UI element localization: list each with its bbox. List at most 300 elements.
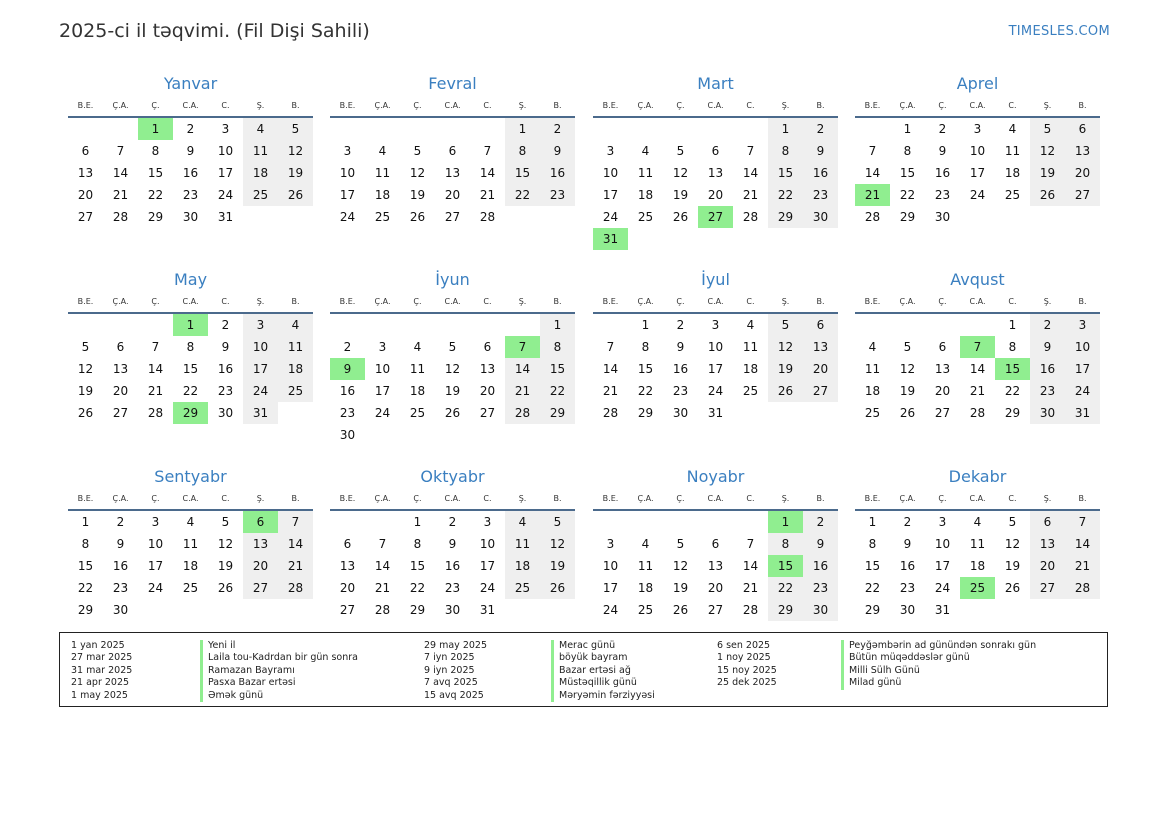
day-cell: 26 [77,406,94,420]
day-cell: 28 [278,577,313,599]
legend-names-column [559,640,655,702]
day-cell: 23 [934,188,951,202]
day-cell: 19 [672,581,689,595]
day-cell: 9 [803,533,838,555]
empty-cell [68,314,103,336]
weekday-label: C. [1008,494,1017,503]
legend-dates-column [71,640,132,702]
weekday-label: C.A. [969,297,986,306]
day-cell: 8 [768,533,803,555]
holiday-cell: 29 [173,402,208,424]
day-cell: 9 [186,144,195,158]
day-cell: 17 [602,581,619,595]
day-cell: 3 [221,122,230,136]
legend-holiday-name: Yeni il [208,640,236,651]
day-cell: 17 [602,188,619,202]
day-cell: 25 [637,603,654,617]
day-cell: 23 [540,184,575,206]
day-cell: 18 [374,188,391,202]
day-cell: 24 [147,581,164,595]
day-cell: 21 [278,555,313,577]
holiday-cell: 7 [505,336,540,358]
day-cell: 28 [742,210,759,224]
day-cell: 21 [147,384,164,398]
day-cell: 24 [479,581,496,595]
legend-holiday-name: Əmək günü [208,689,264,701]
day-cell: 30 [182,210,199,224]
day-cell: 26 [768,380,803,402]
day-cell: 21 [112,188,129,202]
day-cell: 4 [1008,122,1017,136]
day-cell: 5 [413,144,422,158]
day-cell: 29 [864,603,881,617]
day-cell: 28 [602,406,619,420]
month-name: Noyabr [686,467,745,486]
day-cell: 3 [938,515,947,529]
day-cell: 4 [868,340,877,354]
weekday-label: C.A. [969,494,986,503]
holiday-cell: 1 [138,118,173,140]
day-cell: 16 [444,559,461,573]
day-cell: 14 [742,166,759,180]
day-cell: 10 [217,144,234,158]
legend-date: 7 iyn 2025 [424,652,475,664]
month-block [330,72,575,228]
day-cell: 31 [243,402,278,424]
day-cell: 14 [278,533,313,555]
day-cell: 20 [112,384,129,398]
weekday-label: B. [816,101,825,110]
day-cell: 13 [1065,140,1100,162]
weekday-label: Ç.A. [112,297,129,306]
day-cell: 27 [444,210,461,224]
day-cell: 20 [1065,162,1100,184]
day-cell: 19 [1004,559,1021,573]
day-cell: 9 [803,140,838,162]
day-cell: 28 [147,406,164,420]
day-cell: 17 [479,559,496,573]
day-cell: 11 [742,340,759,354]
day-cell: 3 [1065,314,1100,336]
legend-date: 27 mar 2025 [71,652,133,664]
weekday-label: B.E. [339,297,356,306]
day-cell: 20 [707,188,724,202]
weekday-label: C.A. [707,101,724,110]
day-cell: 14 [505,358,540,380]
day-cell: 12 [444,362,461,376]
day-cell: 31 [707,406,724,420]
day-cell: 31 [479,603,496,617]
empty-cell [330,314,365,336]
empty-cell [628,511,663,533]
day-cell: 22 [864,581,881,595]
empty-cell [698,511,733,533]
empty-cell [593,511,628,533]
empty-cell [733,118,768,140]
weekday-label: C. [483,101,492,110]
day-cell: 12 [540,533,575,555]
day-cell: 14 [479,166,496,180]
day-cell: 6 [116,340,125,354]
day-cell: 17 [707,362,724,376]
day-cell: 8 [413,537,422,551]
weekday-label: B. [291,494,300,503]
day-cell: 13 [243,533,278,555]
day-cell: 6 [81,144,90,158]
day-cell: 21 [969,384,986,398]
day-cell: 20 [444,188,461,202]
day-cell: 11 [637,559,654,573]
weekday-label: Ç. [413,494,422,503]
day-cell: 20 [339,581,356,595]
day-cell: 9 [903,537,912,551]
day-cell: 3 [243,314,278,336]
day-cell: 4 [278,314,313,336]
day-cell: 28 [374,603,391,617]
day-cell: 13 [934,362,951,376]
day-cell: 23 [339,406,356,420]
weekday-label: B. [553,297,562,306]
month-name: Yanvar [163,74,218,93]
day-cell: 7 [151,340,160,354]
weekday-label: B. [816,494,825,503]
empty-cell [103,314,138,336]
empty-cell [365,511,400,533]
day-cell: 19 [768,358,803,380]
day-cell: 10 [479,537,496,551]
day-cell: 12 [1004,537,1021,551]
day-cell: 1 [81,515,90,529]
holiday-cell: 21 [855,184,890,206]
day-cell: 3 [343,144,352,158]
day-cell: 10 [1065,336,1100,358]
day-cell: 30 [112,603,129,617]
empty-cell [925,314,960,336]
weekday-label: C.A. [182,494,199,503]
weekday-label: C.A. [444,297,461,306]
legend-date: 25 dek 2025 [717,677,777,689]
month-name: İyul [701,270,730,289]
weekday-label: Ş. [1043,494,1052,503]
day-cell: 24 [602,210,619,224]
legend-date: 6 sen 2025 [717,640,771,651]
day-cell: 17 [374,384,391,398]
weekday-label: Ş. [256,101,265,110]
day-cell: 16 [217,362,234,376]
day-cell: 30 [217,406,234,420]
day-cell: 23 [1030,380,1065,402]
day-cell: 7 [378,537,387,551]
weekday-label: C.A. [444,101,461,110]
day-cell: 28 [505,402,540,424]
weekday-label: Ç.A. [899,101,916,110]
day-cell: 14 [742,559,759,573]
days-grid [593,511,838,621]
day-cell: 2 [116,515,125,529]
day-cell: 12 [77,362,94,376]
day-cell: 19 [1030,162,1065,184]
day-cell: 4 [641,537,650,551]
day-cell: 10 [602,559,619,573]
day-cell: 6 [1065,118,1100,140]
legend-date: 7 avq 2025 [424,677,478,689]
weekday-label: B.E. [77,101,94,110]
day-cell: 1 [641,318,650,332]
day-cell: 12 [899,362,916,376]
weekday-label: B. [1078,297,1087,306]
day-cell: 15 [637,362,654,376]
day-cell: 11 [243,140,278,162]
day-cell: 18 [1004,166,1021,180]
month-block [855,72,1100,228]
empty-cell [855,118,890,140]
day-cell: 12 [672,559,689,573]
holiday-cell: 9 [330,358,365,380]
weekday-header [330,96,575,118]
day-cell: 24 [934,581,951,595]
weekday-label: B. [291,101,300,110]
weekday-label: Ç. [676,101,685,110]
day-cell: 21 [505,380,540,402]
day-cell: 2 [186,122,195,136]
day-cell: 6 [1030,511,1065,533]
day-cell: 6 [803,314,838,336]
weekday-label: B.E. [339,101,356,110]
legend-dates-column [717,640,777,690]
legend-names-column [849,640,1036,690]
day-cell: 1 [768,118,803,140]
day-cell: 24 [602,603,619,617]
weekday-label: C. [746,494,755,503]
day-cell: 1 [505,118,540,140]
day-cell: 13 [479,362,496,376]
weekday-label: Ş. [256,297,265,306]
day-cell: 8 [186,340,195,354]
month-name: Sentyabr [154,467,227,486]
day-cell: 22 [182,384,199,398]
empty-cell [593,314,628,336]
weekday-label: C. [483,494,492,503]
brand-link[interactable]: TIMESLES.COM [1008,24,1110,39]
day-cell: 18 [409,384,426,398]
weekday-label: C. [746,297,755,306]
weekday-label: C.A. [707,297,724,306]
day-cell: 24 [707,384,724,398]
day-cell: 5 [221,515,230,529]
day-cell: 16 [803,162,838,184]
day-cell: 6 [938,340,947,354]
weekday-label: B. [816,297,825,306]
day-cell: 30 [339,428,356,442]
weekday-header [855,489,1100,511]
weekday-label: Ç. [151,297,160,306]
weekday-label: B.E. [339,494,356,503]
empty-cell [400,314,435,336]
day-cell: 23 [803,577,838,599]
weekday-label: Ç.A. [374,101,391,110]
days-grid [330,118,575,228]
weekday-label: B.E. [77,494,94,503]
day-cell: 8 [81,537,90,551]
day-cell: 26 [540,577,575,599]
weekday-label: B. [1078,101,1087,110]
weekday-label: C. [483,297,492,306]
holiday-cell: 31 [593,228,628,250]
day-cell: 23 [899,581,916,595]
day-cell: 21 [602,384,619,398]
holiday-cell: 1 [768,511,803,533]
weekday-label: Ç.A. [374,297,391,306]
weekday-header [593,96,838,118]
weekday-label: Ç. [676,297,685,306]
weekday-label: B. [553,101,562,110]
day-cell: 25 [243,184,278,206]
day-cell: 16 [899,559,916,573]
weekday-label: B. [291,297,300,306]
day-cell: 20 [934,384,951,398]
day-cell: 30 [1030,402,1065,424]
day-cell: 6 [711,537,720,551]
day-cell: 20 [77,188,94,202]
day-cell: 17 [1065,358,1100,380]
holiday-cell: 6 [243,511,278,533]
day-cell: 19 [899,384,916,398]
empty-cell [698,118,733,140]
weekday-header [68,489,313,511]
day-cell: 22 [409,581,426,595]
day-cell: 2 [803,511,838,533]
day-cell: 17 [339,188,356,202]
day-cell: 8 [768,140,803,162]
day-cell: 4 [378,144,387,158]
day-cell: 26 [217,581,234,595]
weekday-label: B.E. [864,494,881,503]
day-cell: 2 [448,515,457,529]
day-cell: 10 [339,166,356,180]
day-cell: 11 [182,537,199,551]
weekday-label: Ç. [413,101,422,110]
day-cell: 31 [217,210,234,224]
empty-cell [103,118,138,140]
day-cell: 19 [77,384,94,398]
day-cell: 24 [339,210,356,224]
day-cell: 26 [444,406,461,420]
empty-cell [505,314,540,336]
weekday-label: Ş. [518,297,527,306]
holiday-legend [59,632,1108,707]
weekday-label: B. [553,494,562,503]
day-cell: 17 [243,358,278,380]
day-cell: 27 [479,406,496,420]
day-cell: 7 [116,144,125,158]
weekday-label: Ç.A. [374,494,391,503]
day-cell: 3 [483,515,492,529]
legend-holiday-name: Müstəqillik günü [559,677,637,689]
day-cell: 14 [374,559,391,573]
weekday-label: C.A. [182,297,199,306]
day-cell: 19 [672,188,689,202]
day-cell: 5 [768,314,803,336]
day-cell: 2 [676,318,685,332]
day-cell: 26 [409,210,426,224]
legend-marker [551,640,554,702]
legend-holiday-name: Pasxa Bazar ertəsi [208,677,296,689]
weekday-label: B. [1078,494,1087,503]
day-cell: 22 [768,184,803,206]
holiday-cell: 1 [173,314,208,336]
day-cell: 10 [243,336,278,358]
day-cell: 16 [1030,358,1065,380]
day-cell: 23 [217,384,234,398]
month-block [593,72,838,250]
weekday-label: C. [221,101,230,110]
day-cell: 18 [742,362,759,376]
legend-holiday-name: Milad günü [849,677,902,689]
day-cell: 31 [1065,402,1100,424]
day-cell: 3 [151,515,160,529]
empty-cell [470,118,505,140]
day-cell: 19 [540,555,575,577]
month-name: Dekabr [948,467,1007,486]
day-cell: 15 [505,162,540,184]
month-block [68,268,313,424]
weekday-label: Ş. [1043,101,1052,110]
day-cell: 26 [672,210,689,224]
day-cell: 18 [278,358,313,380]
day-cell: 13 [339,559,356,573]
day-cell: 26 [899,406,916,420]
day-cell: 3 [378,340,387,354]
day-cell: 10 [707,340,724,354]
day-cell: 11 [278,336,313,358]
empty-cell [855,314,890,336]
day-cell: 19 [409,188,426,202]
day-cell: 20 [803,358,838,380]
days-grid [330,314,575,446]
day-cell: 11 [409,362,426,376]
weekday-label: Ş. [256,494,265,503]
day-cell: 11 [864,362,881,376]
empty-cell [663,511,698,533]
day-cell: 29 [409,603,426,617]
day-cell: 5 [278,118,313,140]
day-cell: 11 [637,166,654,180]
day-cell: 22 [1004,384,1021,398]
days-grid [855,511,1100,621]
day-cell: 15 [864,559,881,573]
days-grid [855,314,1100,424]
day-cell: 30 [803,599,838,621]
weekday-label: C.A. [182,101,199,110]
legend-marker [200,640,203,702]
day-cell: 15 [899,166,916,180]
month-name: Aprel [956,74,999,93]
day-cell: 12 [217,537,234,551]
day-cell: 18 [182,559,199,573]
day-cell: 27 [339,603,356,617]
day-cell: 5 [676,537,685,551]
day-cell: 7 [1065,511,1100,533]
day-cell: 24 [1065,380,1100,402]
day-cell: 9 [116,537,125,551]
days-grid [68,314,313,424]
weekday-label: Ç. [676,494,685,503]
day-cell: 13 [1030,533,1065,555]
day-cell: 17 [934,559,951,573]
day-cell: 24 [969,188,986,202]
weekday-label: Ç.A. [637,101,654,110]
month-name: May [173,270,208,289]
